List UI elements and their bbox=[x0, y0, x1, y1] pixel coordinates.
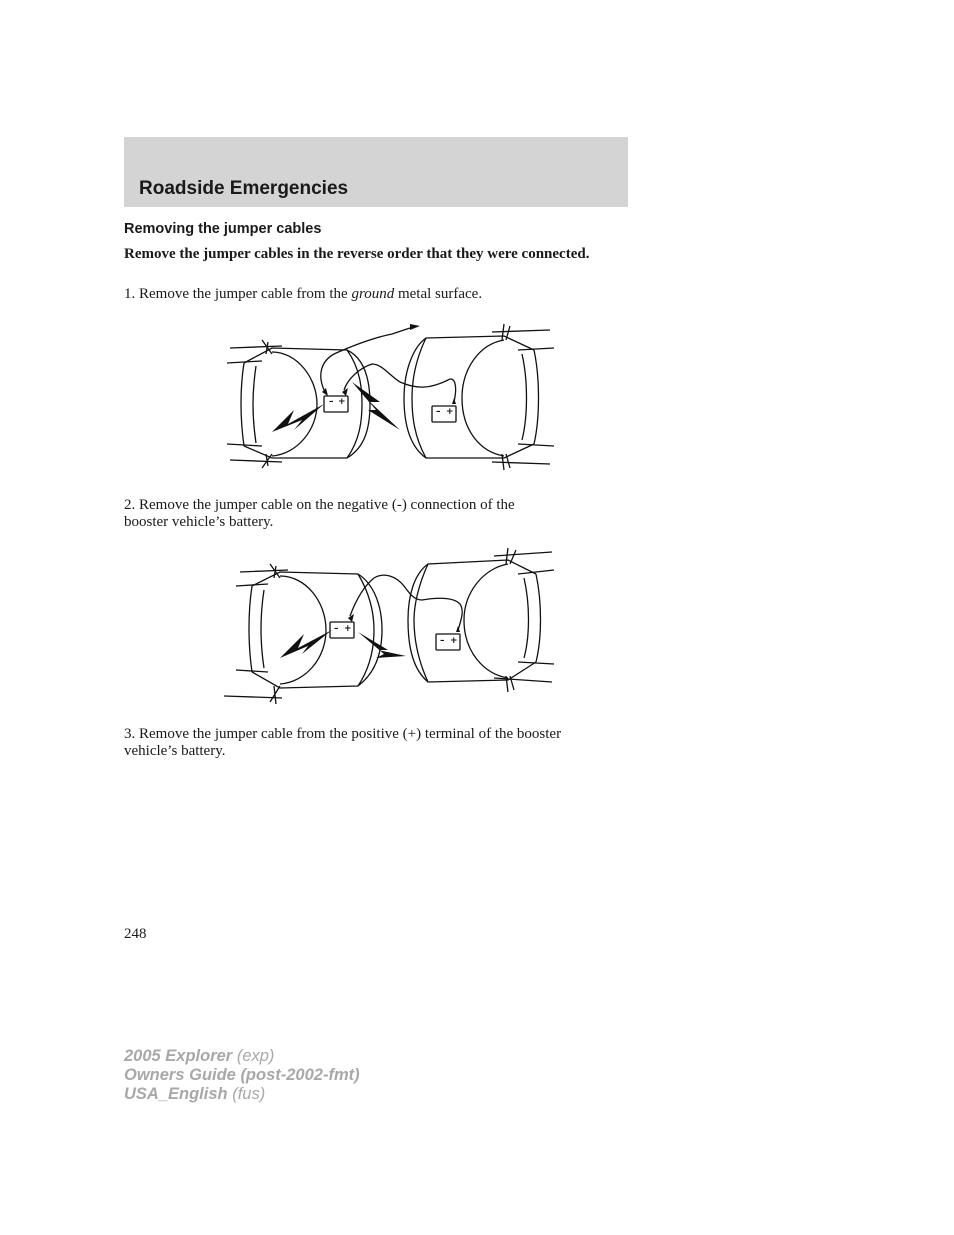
section-header-band bbox=[124, 137, 628, 207]
footer-language-code: (fus) bbox=[227, 1085, 266, 1103]
battery-3-pos-label: + bbox=[344, 624, 352, 634]
step-3-line-2: vehicle’s battery. bbox=[124, 743, 226, 759]
step-2-line-2: booster vehicle’s battery. bbox=[124, 514, 274, 530]
footer-line-2: Owners Guide (post-2002-fmt) bbox=[124, 1066, 360, 1084]
page-number: 248 bbox=[124, 926, 147, 942]
footer-line-3 bbox=[124, 1085, 360, 1104]
document-footer bbox=[124, 1047, 360, 1104]
jumper-diagram-1 bbox=[222, 318, 558, 486]
footer-model: 2005 Explorer bbox=[124, 1047, 233, 1065]
step-2 bbox=[124, 497, 630, 531]
footer-model-code: (exp) bbox=[232, 1047, 275, 1065]
battery-4-pos-label: + bbox=[450, 636, 458, 646]
step-2-line-1: 2. Remove the jumper cable on the negative (-) connection of the bbox=[124, 497, 515, 513]
step-3 bbox=[124, 726, 630, 760]
footer-line-1 bbox=[124, 1047, 360, 1066]
section-header-title: Roadside Emergencies bbox=[139, 178, 349, 199]
step-1-text-pre: 1. Remove the jumper cable from the bbox=[124, 286, 352, 302]
subsection-title: Removing the jumper cables bbox=[124, 221, 322, 237]
battery-2-pos-label: + bbox=[446, 407, 454, 417]
step-1-text-post: metal surface. bbox=[394, 286, 483, 302]
battery-3-neg-label: – bbox=[334, 624, 339, 634]
intro-instruction: Remove the jumper cables in the reverse order that they were connected. bbox=[124, 246, 590, 262]
step-1 bbox=[124, 286, 630, 303]
footer-language: USA_English bbox=[124, 1085, 228, 1103]
step-3-line-1: 3. Remove the jumper cable from the positive (+) terminal of the booster bbox=[124, 726, 562, 742]
step-1-text-em: ground bbox=[351, 286, 395, 302]
jumper-diagram-2 bbox=[218, 546, 560, 716]
battery-1-pos-label: + bbox=[338, 397, 346, 407]
battery-2-neg-label: – bbox=[436, 407, 441, 417]
battery-1-neg-label: – bbox=[329, 397, 334, 407]
battery-4-neg-label: – bbox=[440, 636, 445, 646]
